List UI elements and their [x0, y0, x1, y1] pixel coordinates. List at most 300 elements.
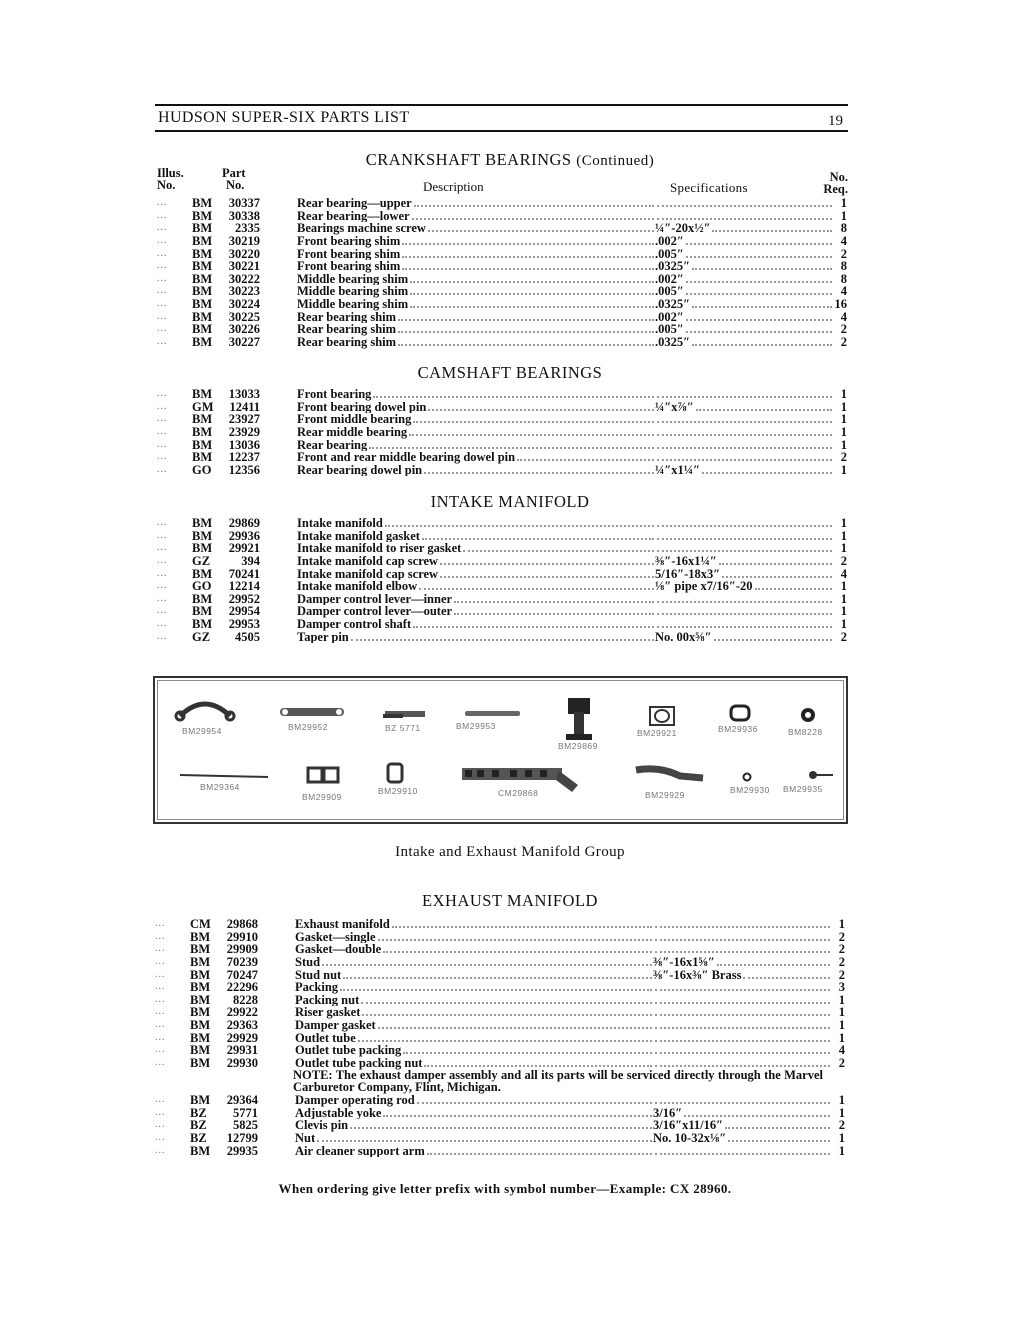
part-drawing-bm29909 [308, 768, 338, 782]
part-description: Outlet tube packing [295, 1044, 402, 1058]
dot-leader [728, 1132, 830, 1142]
description-cell [295, 1132, 653, 1145]
parts-row [155, 981, 845, 994]
part-number: 29954 [228, 604, 260, 619]
part-description: Packing [295, 981, 339, 994]
quantity-required: 2 [840, 553, 847, 568]
part-label: BM29952 [288, 722, 328, 732]
figure-caption: Intake and Exhaust Manifold Group [395, 844, 625, 860]
quantity-required: 1 [840, 604, 847, 619]
parts-row [155, 1094, 845, 1107]
quantity-required: 1 [838, 1018, 845, 1033]
part-description: Front bearing shim [297, 260, 401, 273]
specification-cell [653, 1019, 831, 1032]
quantity-required: 4 [840, 309, 847, 324]
description-cell [295, 1019, 653, 1032]
part-prefix: BM [192, 617, 213, 632]
part-number: 29869 [228, 516, 260, 530]
illus-number: ... [155, 943, 166, 955]
illus-number: ... [157, 222, 168, 234]
part-number: 30337 [228, 196, 260, 210]
part-specification: No. 10-32x⅛″ [653, 1131, 727, 1145]
part-number: 29929 [226, 1030, 258, 1045]
parts-row [155, 1044, 845, 1057]
illus-number: ... [157, 554, 168, 566]
part-description: Damper control shaft [297, 618, 412, 631]
part-description: Air cleaner support arm [295, 1144, 425, 1158]
part-drawing-bm29953 [465, 711, 520, 716]
part-description: Rear bearing—lower [297, 209, 410, 223]
part-description: Rear bearing shim [297, 310, 397, 324]
part-prefix: GO [192, 579, 212, 594]
illus-number: ... [155, 981, 166, 993]
part-description: Rear bearing—upper [297, 197, 412, 210]
illus-number: ... [157, 529, 168, 541]
quantity-required: 2 [840, 246, 847, 261]
part-prefix: BM [192, 604, 213, 619]
part-specification: .002″ [655, 272, 684, 286]
part-description: Intake manifold cap screw [297, 554, 439, 568]
part-specification: .005″ [655, 247, 684, 261]
illus-number: ... [157, 310, 168, 322]
dot-leader [655, 943, 830, 953]
part-prefix: BM [190, 980, 211, 995]
part-specification: .0325″ [655, 260, 691, 273]
part-description: Outlet tube [295, 1031, 356, 1045]
part-number: 30222 [228, 271, 260, 286]
quantity-required: 1 [840, 208, 847, 223]
part-number: 30225 [228, 309, 260, 324]
part-specification: ⅛″ pipe x7/16″-20 [655, 580, 753, 593]
dot-leader [655, 1094, 830, 1104]
parts-row [155, 1132, 845, 1145]
part-prefix: BM [190, 992, 211, 1007]
specification-cell [653, 969, 831, 982]
illus-number: ... [157, 605, 168, 617]
description-cell [295, 1119, 653, 1132]
part-prefix: BM [192, 221, 213, 236]
part-number: 70239 [226, 954, 258, 969]
part-prefix: BZ [190, 1105, 207, 1120]
quantity-required: 1 [840, 591, 847, 606]
quantity-required: 1 [840, 579, 847, 594]
part-number: 12237 [228, 450, 260, 465]
part-specification: ¼″x⅞″ [655, 400, 694, 414]
part-specification: No. 00x⅝″ [655, 630, 712, 644]
part-specification: .0325″ [655, 336, 691, 349]
illus-number: ... [157, 567, 168, 579]
part-number: 30224 [228, 297, 260, 312]
part-drawing-bm29952 [280, 708, 344, 716]
illus-number: ... [157, 618, 168, 630]
part-description: Front bearing shim [297, 234, 401, 248]
part-specification: 3/16″ [653, 1106, 683, 1120]
part-number: 70247 [226, 967, 258, 982]
part-description: Middle bearing shim [297, 285, 409, 299]
part-prefix: BM [192, 297, 213, 312]
quantity-required: 8 [840, 259, 847, 274]
dot-leader [403, 1044, 652, 1054]
part-label: BM29953 [456, 721, 496, 731]
illus-number: ... [155, 1119, 166, 1131]
part-number: 12411 [229, 399, 260, 414]
part-description: Intake manifold gasket [297, 529, 420, 543]
dot-leader [362, 1006, 652, 1016]
illus-number: ... [157, 388, 168, 399]
dot-leader [343, 969, 652, 979]
part-prefix: BM [190, 929, 211, 944]
part-description: Rear bearing [297, 438, 368, 452]
part-description: Riser gasket [295, 1006, 361, 1020]
description-cell [295, 956, 653, 969]
intake-section-title: INTAKE MANIFOLD [430, 492, 590, 511]
illus-number: ... [155, 930, 166, 942]
part-label: BM29930 [730, 785, 770, 795]
part-number: 29868 [226, 917, 258, 931]
part-number: 30219 [228, 233, 260, 248]
quantity-required: 1 [840, 412, 847, 427]
dot-leader [378, 1019, 652, 1029]
illus-number: ... [155, 993, 166, 1005]
part-specification: .005″ [655, 323, 684, 337]
part-description: Rear bearing dowel pin [297, 463, 423, 477]
part-prefix: BM [190, 954, 211, 969]
part-prefix: GZ [192, 553, 211, 568]
description-cell [295, 943, 653, 956]
part-number: 23929 [228, 424, 260, 439]
dot-leader [383, 1107, 652, 1117]
quantity-required: 1 [840, 541, 847, 556]
col-description-header: Description [423, 179, 484, 194]
part-number: 29936 [228, 528, 260, 543]
specification-cell [653, 1094, 831, 1107]
specification-cell [653, 956, 831, 969]
part-prefix: BM [192, 528, 213, 543]
part-specification: 3/16″x11/16″ [653, 1119, 724, 1132]
exhaust-parts-list-a [155, 918, 845, 1070]
part-number: 30227 [228, 335, 260, 350]
description-cell [295, 918, 653, 931]
part-prefix: BM [192, 322, 213, 337]
specification-cell [653, 1107, 831, 1120]
part-specification: ⅜″-16x⅜″ Brass [653, 968, 742, 982]
part-specification: ¼″x1¼″ [655, 463, 701, 477]
part-description: Damper control lever—inner [297, 592, 453, 606]
part-label: BM29929 [645, 790, 685, 800]
description-cell [295, 1044, 653, 1057]
part-specification: ¼″-20x½″ [655, 222, 711, 235]
parts-row [155, 1032, 845, 1045]
part-description: Front bearing dowel pin [297, 400, 427, 414]
specification-cell [653, 981, 831, 994]
specification-cell [653, 1145, 831, 1158]
quantity-required: 1 [838, 1105, 845, 1120]
part-label: CM29868 [498, 788, 539, 798]
illus-number: ... [155, 1144, 166, 1156]
ordering-footnote: When ordering give letter prefix with symbol number—Example: CX 28960. [278, 1181, 732, 1196]
part-drawing-bm29936 [731, 706, 749, 720]
illus-number: ... [157, 425, 168, 437]
description-cell [295, 981, 653, 994]
dot-leader [655, 918, 830, 928]
running-header-title: HUDSON SUPER-SIX PARTS LIST [158, 109, 410, 126]
part-description: Front bearing [297, 388, 372, 401]
dot-leader [424, 1057, 652, 1067]
part-number: 30223 [228, 284, 260, 299]
part-description: Damper gasket [295, 1019, 376, 1032]
part-description: Gasket—single [295, 930, 376, 944]
part-prefix: BM [192, 246, 213, 261]
part-prefix: BM [192, 284, 213, 299]
part-number: 12799 [226, 1130, 258, 1145]
part-prefix: BM [190, 1056, 211, 1071]
parts-row [155, 943, 845, 956]
part-prefix: BM [190, 1093, 211, 1107]
part-number: 5771 [233, 1105, 258, 1120]
col-specifications-header: Specifications [670, 180, 748, 195]
illus-number: ... [155, 1094, 166, 1105]
dot-leader [655, 1145, 830, 1155]
illus-number: ... [157, 542, 168, 554]
part-label: BM29936 [718, 724, 758, 734]
part-drawing-bz5771 [383, 711, 425, 718]
part-number: 13033 [228, 387, 260, 401]
specification-cell [653, 994, 831, 1007]
description-cell [295, 931, 653, 944]
dot-leader [743, 969, 830, 979]
illus-number: ... [157, 323, 168, 335]
specification-cell [653, 1032, 831, 1045]
quantity-required: 4 [840, 233, 847, 248]
quantity-required: 2 [840, 450, 847, 465]
quantity-required: 8 [840, 221, 847, 236]
specification-cell [653, 1132, 831, 1145]
illus-number: ... [157, 630, 168, 642]
illus-number: ... [155, 1057, 166, 1069]
part-prefix: BZ [190, 1118, 207, 1133]
exhaust-parts-list-b [155, 1094, 845, 1157]
dot-leader [392, 918, 652, 928]
illus-number: ... [157, 580, 168, 592]
part-prefix: BM [192, 566, 213, 581]
part-description: Intake manifold elbow [297, 580, 418, 593]
quantity-required: 16 [834, 297, 847, 312]
col-req-header: No. Req. [823, 170, 848, 196]
dot-leader [684, 1107, 830, 1117]
illus-number: ... [155, 1106, 166, 1118]
part-number: 22296 [226, 980, 258, 995]
part-description: Front and rear middle bearing dowel pin [297, 451, 516, 464]
quantity-required: 1 [840, 387, 847, 401]
part-prefix: BM [192, 387, 213, 401]
part-specification: .0325″ [655, 298, 691, 311]
part-drawing-bm8228 [801, 708, 815, 722]
part-label: BM29935 [783, 784, 823, 794]
dot-leader [358, 1032, 652, 1042]
part-description: Front bearing shim [297, 247, 401, 261]
quantity-required: 4 [840, 566, 847, 581]
parts-row [155, 994, 845, 1007]
part-description: Taper pin [297, 630, 349, 644]
part-prefix: CM [190, 917, 211, 931]
dot-leader [350, 1119, 652, 1129]
part-number: 29922 [226, 1005, 258, 1020]
parts-row [155, 1006, 845, 1019]
dot-leader [383, 943, 652, 953]
dot-leader [361, 994, 652, 1004]
part-drawing-bm29929 [636, 769, 703, 778]
part-prefix: BM [192, 259, 213, 274]
dot-leader [378, 931, 652, 941]
part-description: Damper operating rod [295, 1094, 415, 1107]
part-number: 13036 [228, 437, 260, 452]
part-number: 29921 [228, 541, 260, 556]
part-number: 70241 [228, 566, 260, 581]
part-label: BM29869 [558, 741, 598, 751]
quantity-required: 1 [840, 528, 847, 543]
quantity-required: 4 [838, 1043, 845, 1058]
part-description: Clevis pin [295, 1119, 349, 1132]
part-prefix: GZ [192, 629, 211, 644]
part-drawing-bm29935 [809, 771, 833, 779]
illus-number: ... [155, 1019, 166, 1031]
crankshaft-title: CRANKSHAFT BEARINGS [365, 150, 572, 169]
part-description: Middle bearing shim [297, 298, 409, 311]
part-number: 30226 [228, 322, 260, 337]
parts-row [155, 969, 845, 982]
part-prefix: BM [192, 309, 213, 324]
part-prefix: BM [192, 450, 213, 465]
part-number: 23927 [228, 412, 260, 427]
parts-row [155, 918, 845, 931]
part-prefix: BZ [190, 1130, 207, 1145]
part-description: Stud [295, 955, 321, 969]
part-number: 29364 [226, 1093, 258, 1107]
part-number: 29952 [228, 591, 260, 606]
dot-leader [655, 1044, 830, 1054]
illus-number: ... [155, 1044, 166, 1056]
part-label: BM29909 [302, 792, 342, 802]
quantity-required: 2 [838, 929, 845, 944]
part-prefix: BM [192, 541, 213, 556]
illus-number: ... [155, 918, 166, 929]
quantity-required: 3 [838, 980, 845, 995]
illus-number: ... [157, 260, 168, 272]
part-number: 29910 [226, 929, 258, 944]
quantity-required: 1 [840, 437, 847, 452]
illus-number: ... [157, 336, 168, 348]
dot-leader [317, 1132, 652, 1142]
part-specification: .002″ [655, 234, 684, 248]
crankshaft-title-suffix: (Continued) [576, 153, 655, 169]
illus-number: ... [157, 517, 168, 528]
part-description: Rear bearing shim [297, 336, 397, 349]
part-prefix: BM [192, 424, 213, 439]
part-number: 30338 [228, 208, 260, 223]
part-number: 5825 [233, 1118, 258, 1133]
description-cell [295, 1032, 653, 1045]
part-description: Middle bearing shim [297, 272, 409, 286]
part-drawing-bm29930 [744, 774, 751, 781]
quantity-required: 2 [838, 1118, 845, 1133]
parts-row [155, 1019, 845, 1032]
part-description: Rear middle bearing [297, 425, 408, 439]
dot-leader [340, 981, 652, 991]
specification-cell [653, 1119, 831, 1132]
part-specification: ⅜″-16x1¼″ [655, 554, 717, 568]
exhaust-note: NOTE: The exhaust damper assembly and all its parts will be serviced directly through the Marvel Carburetor Company, Flint, Michigan. [293, 1068, 823, 1095]
illus-number: ... [157, 272, 168, 284]
dot-leader [655, 1057, 830, 1067]
part-description: Adjustable yoke [295, 1106, 382, 1120]
illus-number: ... [157, 285, 168, 297]
quantity-required: 2 [840, 629, 847, 644]
quantity-required: 1 [840, 617, 847, 632]
description-cell [295, 1006, 653, 1019]
quantity-required: 1 [838, 1030, 845, 1045]
quantity-required: 1 [838, 1130, 845, 1145]
parts-row [155, 1107, 845, 1120]
illus-number: ... [157, 438, 168, 450]
part-drawing-bm29364 [180, 775, 268, 777]
part-prefix: BM [192, 437, 213, 452]
quantity-required: 1 [840, 424, 847, 439]
illus-number: ... [155, 955, 166, 967]
quantity-required: 8 [840, 271, 847, 286]
part-prefix: BM [192, 516, 213, 530]
quantity-required: 1 [838, 917, 845, 931]
part-label: BM8228 [788, 727, 823, 737]
part-specification: .002″ [655, 310, 684, 324]
parts-row [155, 1145, 845, 1158]
part-prefix: BM [192, 196, 213, 210]
illus-number: ... [157, 592, 168, 604]
part-number: 29931 [226, 1043, 258, 1058]
specification-cell [653, 943, 831, 956]
description-cell [295, 969, 653, 982]
description-cell [295, 1107, 653, 1120]
description-cell [295, 1145, 653, 1158]
part-drawing-bm29869 [566, 698, 592, 740]
part-label: BM29910 [378, 786, 418, 796]
part-prefix: BM [192, 208, 213, 223]
illus-number: ... [155, 1006, 166, 1018]
part-description: Bearings machine screw [297, 222, 426, 235]
specification-cell [653, 918, 831, 931]
illus-number: ... [157, 247, 168, 259]
quantity-required: 2 [840, 335, 847, 350]
parts-row [155, 931, 845, 944]
part-number: 30220 [228, 246, 260, 261]
part-prefix: BM [190, 1018, 211, 1033]
part-prefix: BM [192, 412, 213, 427]
dot-leader [427, 1145, 652, 1155]
part-prefix: BM [190, 942, 211, 957]
quantity-required: 1 [838, 992, 845, 1007]
part-number: 29953 [228, 617, 260, 632]
dot-leader [717, 956, 830, 966]
part-label: BZ 5771 [385, 723, 421, 733]
quantity-required: 1 [838, 1005, 845, 1020]
description-cell [295, 1094, 653, 1107]
illus-number: ... [155, 1031, 166, 1043]
part-number: 29930 [226, 1056, 258, 1071]
part-prefix: BM [192, 591, 213, 606]
part-prefix: BM [190, 1030, 211, 1045]
illus-number: ... [157, 197, 168, 208]
quantity-required: 1 [840, 462, 847, 477]
dot-leader [655, 1019, 830, 1029]
